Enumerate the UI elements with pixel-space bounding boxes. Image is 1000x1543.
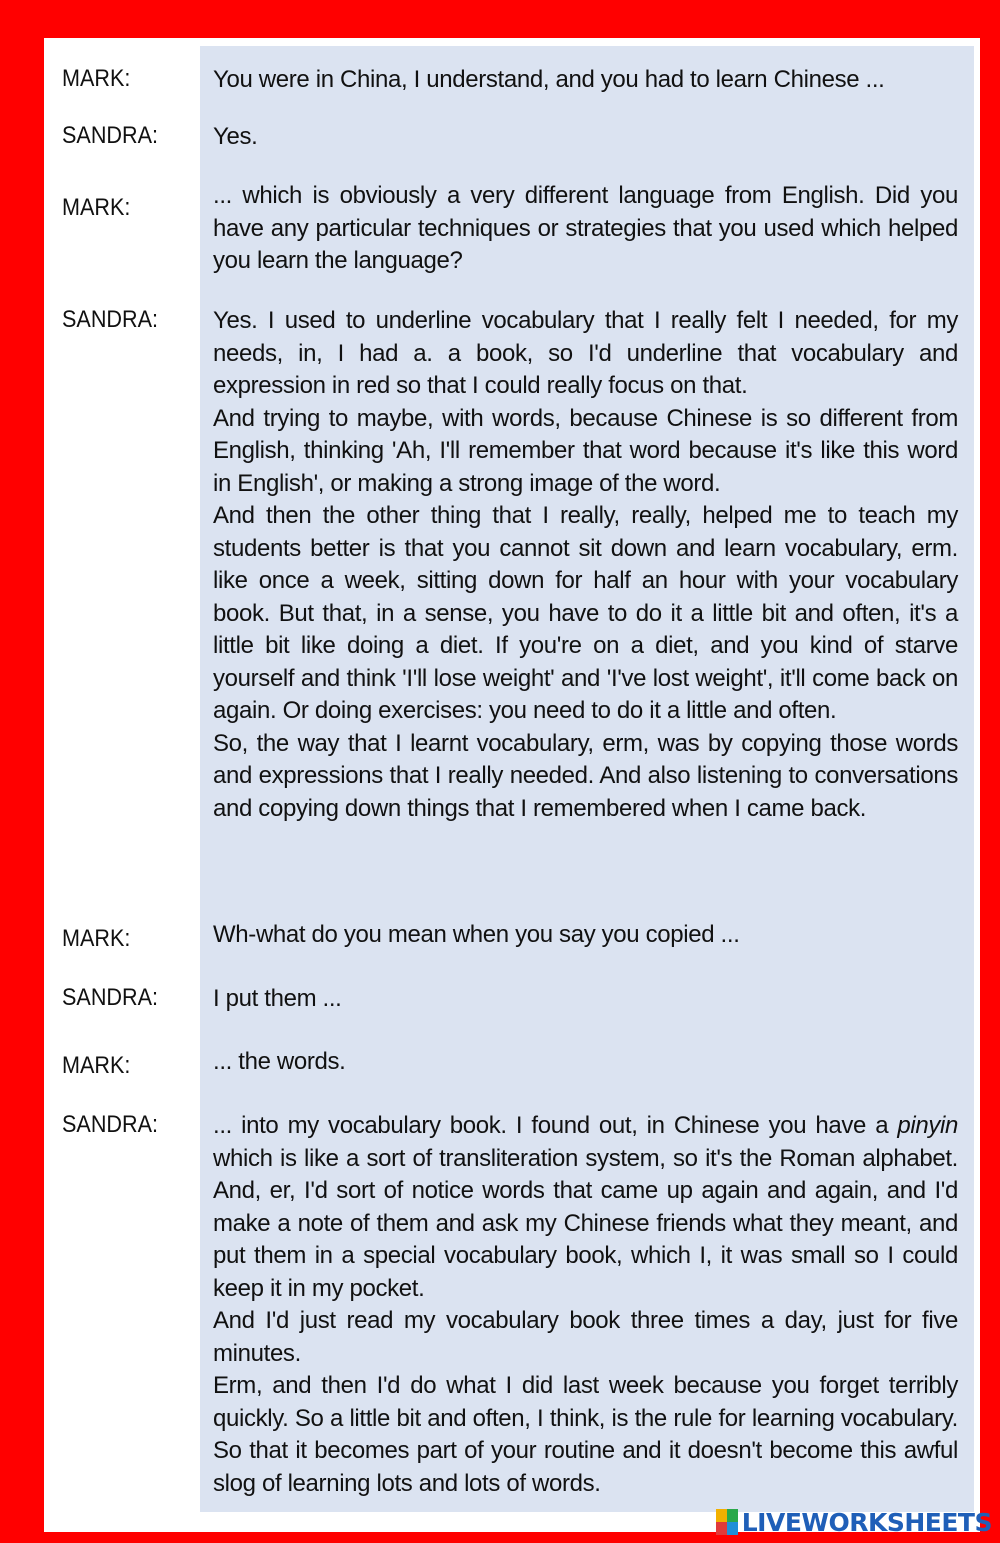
speech-paragraph: You were in China, I understand, and you had to learn Chinese ... bbox=[213, 66, 885, 93]
speaker-label: MARK: bbox=[62, 1052, 131, 1079]
liveworksheets-logo[interactable] bbox=[716, 1505, 992, 1539]
speech-paragraph: Wh-what do you mean when you say you copied ... bbox=[213, 921, 740, 948]
speaker-label: SANDRA: bbox=[62, 984, 159, 1011]
speech-paragraph: So, the way that I learnt vocabulary, erm, was by copying those words and expressions that I really needed. And also listening to conversations and copying down things that I remembered when I came back. bbox=[213, 729, 958, 822]
speech-paragraph bbox=[213, 1110, 958, 1305]
speaker-label: MARK: bbox=[62, 194, 131, 221]
speech-paragraph: And I'd just read my vocabulary book three times a day, just for five minutes. bbox=[213, 1307, 958, 1367]
speech-paragraph: Yes. bbox=[213, 123, 258, 150]
speech-text bbox=[213, 1110, 958, 1500]
liveworksheets-logo-icon bbox=[716, 1509, 738, 1535]
speech-paragraph: I put them ... bbox=[213, 985, 342, 1012]
speaker-label: SANDRA: bbox=[62, 306, 159, 333]
speaker-label: MARK: bbox=[62, 65, 131, 92]
logo-text: LIVEWORKSHEETS bbox=[741, 1507, 992, 1537]
speech-text bbox=[213, 180, 958, 278]
speech-text bbox=[213, 1046, 958, 1079]
speech-text bbox=[213, 983, 958, 1016]
speaker-label: SANDRA: bbox=[62, 122, 159, 149]
speech-paragraph: Erm, and then I'd do what I did last week because you forget terribly quickly. So a little bit and often, I think, is the rule for learning vocabulary. So that it becomes part of your routine and it doesn't become this awful slog of learning lots and lots of words. bbox=[213, 1372, 958, 1497]
speech-paragraph: Yes. I used to underline vocabulary that I really felt I needed, for my needs, in, I had a. a book, so I'd underline that vocabulary and expression in red so that I could really focus on that. bbox=[213, 307, 958, 399]
speech-text bbox=[213, 305, 958, 825]
speech-fragment: which is like a sort of transliteration system, so it's the Roman alphabet. And, er, I'd sort of notice words that came up again and again, and I'd make a note of them and ask my Chinese friends what they meant, and put them in a special vocabulary book, which I, it was small so I could keep it in my pocket. bbox=[213, 1144, 958, 1302]
speaker-label: SANDRA: bbox=[62, 1111, 159, 1138]
speech-text bbox=[213, 919, 958, 952]
speech-text bbox=[213, 64, 958, 97]
speech-fragment: ... into my vocabulary book. I found out, in Chinese you have a bbox=[213, 1112, 898, 1139]
speech-text bbox=[213, 121, 958, 154]
speech-paragraph: ... the words. bbox=[213, 1048, 346, 1075]
speech-paragraph: ... which is obviously a very different language from English. Did you have any particular techniques or strategies that you used which helped you learn the language? bbox=[213, 182, 958, 274]
speech-paragraph: And trying to maybe, with words, because Chinese is so different from English, thinking 'Ah, I'll remember that word because it's like this word in English', or making a strong image of the word. bbox=[213, 404, 958, 497]
pinyin-term: pinyin bbox=[897, 1112, 958, 1139]
speech-paragraph: And then the other thing that I really, really, helped me to teach my students better is that you cannot sit down and learn vocabulary, erm. like once a week, sitting down for half an hour with your vocabulary book. But that, in a sense, you have to do it a little bit and often, it's a little bit like doing a diet. If you're on a diet, and you kind of starve yourself and think 'I'll lose weight' and 'I've lost weight', it'll come back on again. Or doing exercises: you need to do it a little and often. bbox=[213, 502, 958, 724]
speaker-label: MARK: bbox=[62, 925, 131, 952]
